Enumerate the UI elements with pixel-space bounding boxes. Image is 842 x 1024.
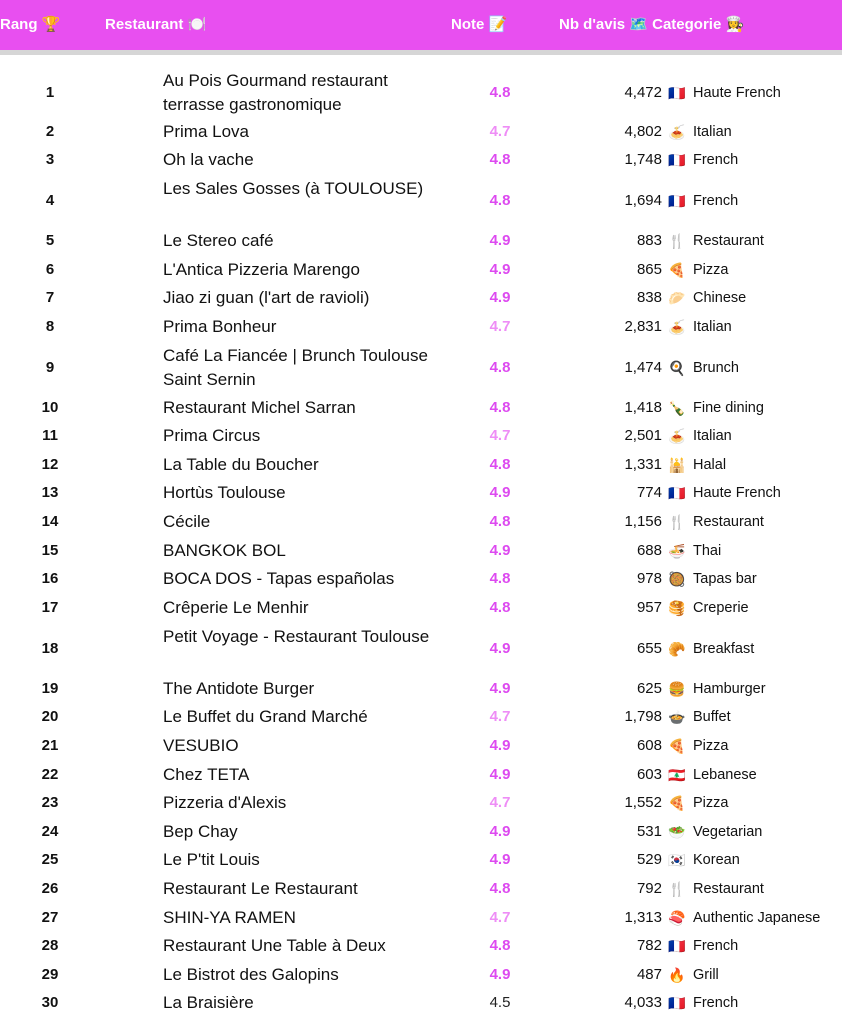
rank-cell: 3 <box>45 151 55 168</box>
restaurant-name[interactable]: Au Pois Gourmand restaurant terrasse gastronomique <box>163 71 388 114</box>
category-label: French <box>693 938 739 954</box>
restaurant-name[interactable]: Crêperie Le Menhir <box>163 598 309 617</box>
reviews-count: 1,748 <box>624 151 662 168</box>
category-label: Thai <box>693 543 722 559</box>
rating-cell: 4.9 <box>489 737 511 754</box>
rating-cell: 4.9 <box>489 851 511 868</box>
rank-cell: 25 <box>41 851 59 868</box>
rating-cell: 4.8 <box>489 359 511 376</box>
reviews-count: 838 <box>636 289 662 306</box>
rating-cell: 4.7 <box>489 427 511 444</box>
category-label: Chinese <box>693 290 747 306</box>
reviews-count: 1,156 <box>624 513 662 530</box>
category-label: Restaurant <box>693 514 764 530</box>
restaurant-name[interactable]: BANGKOK BOL <box>163 541 286 560</box>
rank-cell: 30 <box>41 994 59 1011</box>
reviews-count: 957 <box>636 599 662 616</box>
category-label: Fine dining <box>693 400 764 416</box>
reviews-count: 1,418 <box>624 399 662 416</box>
restaurant-name[interactable]: Le P'tit Louis <box>163 850 260 869</box>
category-label: Breakfast <box>693 641 755 657</box>
rank-cell: 14 <box>41 513 59 530</box>
rating-cell: 4.8 <box>489 456 511 473</box>
rating-cell: 4.7 <box>489 909 511 926</box>
rating-cell: 4.7 <box>489 794 511 811</box>
category-icon: 🍾 <box>668 400 686 416</box>
category-label: Pizza <box>693 795 729 811</box>
category-label: Brunch <box>693 360 739 376</box>
category-icon: 🇫🇷 <box>668 995 686 1011</box>
category-icon: 🥟 <box>668 290 686 306</box>
rank-cell: 11 <box>42 427 58 444</box>
rating-cell: 4.9 <box>489 966 511 983</box>
rank-cell: 23 <box>41 794 59 811</box>
reviews-count: 792 <box>636 880 662 897</box>
restaurant-name[interactable]: Les Sales Gosses (à TOULOUSE) <box>163 179 424 198</box>
category-icon: 🔥 <box>668 967 686 983</box>
rating-cell: 4.7 <box>489 708 511 725</box>
rating-cell: 4.8 <box>489 151 511 168</box>
category-icon: 🕌 <box>668 457 686 473</box>
category-icon: 🇫🇷 <box>668 485 686 501</box>
reviews-count: 625 <box>636 680 662 697</box>
category-icon: 🇫🇷 <box>668 152 686 168</box>
rank-cell: 24 <box>41 823 59 840</box>
rank-cell: 5 <box>45 232 55 249</box>
restaurant-name[interactable]: Bep Chay <box>163 822 238 841</box>
rating-cell: 4.8 <box>489 513 511 530</box>
reviews-count: 978 <box>636 570 662 587</box>
category-icon: 🥐 <box>668 641 686 657</box>
rating-cell: 4.9 <box>489 484 511 501</box>
category-icon: 🇫🇷 <box>668 938 686 954</box>
rank-cell: 15 <box>41 542 59 559</box>
category-label: French <box>693 193 739 209</box>
reviews-count: 774 <box>636 484 662 501</box>
category-icon: 🍳 <box>668 360 686 376</box>
reviews-count: 1,694 <box>624 192 662 209</box>
restaurant-name[interactable]: Restaurant Le Restaurant <box>163 879 358 898</box>
rating-cell: 4.8 <box>489 570 511 587</box>
rank-cell: 12 <box>41 456 59 473</box>
rank-cell: 9 <box>45 359 55 376</box>
category-icon: 🇫🇷 <box>668 193 686 209</box>
category-label: Halal <box>693 457 727 473</box>
reviews-count: 531 <box>636 823 662 840</box>
reviews-count: 1,552 <box>624 794 662 811</box>
reviews-count: 1,474 <box>624 359 662 376</box>
category-icon: 🥘 <box>668 571 686 587</box>
rank-cell: 8 <box>45 318 55 335</box>
restaurant-name[interactable]: Prima Bonheur <box>163 317 277 336</box>
category-label: Lebanese <box>693 767 757 783</box>
category-label: Authentic Japanese <box>693 910 821 926</box>
rating-cell: 4.8 <box>489 937 511 954</box>
rank-cell: 28 <box>41 937 59 954</box>
restaurant-name[interactable]: Prima Circus <box>163 426 261 445</box>
header-reviews-label: Nb d'avis <box>559 16 626 33</box>
rating-cell: 4.8 <box>489 399 511 416</box>
restaurant-name[interactable]: Prima Lova <box>163 122 249 141</box>
rating-cell: 4.9 <box>489 289 511 306</box>
rank-cell: 21 <box>41 737 59 754</box>
restaurant-name[interactable]: Restaurant Michel Sarran <box>163 398 356 417</box>
rating-cell: 4.5 <box>489 994 511 1011</box>
rating-cell: 4.9 <box>489 542 511 559</box>
restaurant-name[interactable]: VESUBIO <box>163 736 239 755</box>
rating-cell: 4.8 <box>489 84 511 101</box>
rating-cell: 4.7 <box>489 123 511 140</box>
memo-icon: 📝 <box>488 16 508 33</box>
category-icon: 🇫🇷 <box>668 85 686 101</box>
restaurant-name[interactable]: Café La Fiancée | Brunch Toulouse Saint Sernin <box>163 346 428 389</box>
reviews-count: 608 <box>636 737 662 754</box>
category-label: Haute French <box>693 485 781 501</box>
restaurant-name[interactable]: Le Buffet du Grand Marché <box>163 707 368 726</box>
restaurant-name[interactable]: Chez TETA <box>163 765 250 784</box>
map-icon: 🗺️ <box>629 16 648 33</box>
rank-cell: 26 <box>41 880 59 897</box>
restaurant-name[interactable]: Petit Voyage - Restaurant Toulouse <box>163 627 430 646</box>
rank-cell: 29 <box>41 966 59 983</box>
reviews-count: 688 <box>636 542 662 559</box>
restaurant-name[interactable]: Oh la vache <box>163 150 254 169</box>
header-restaurant-label: Restaurant <box>105 16 184 33</box>
reviews-count: 865 <box>636 261 662 278</box>
category-label: Restaurant <box>693 233 764 249</box>
category-icon: 🍴 <box>668 881 686 897</box>
restaurant-name[interactable]: Cécile <box>163 512 211 531</box>
restaurant-name[interactable]: La Table du Boucher <box>163 455 319 474</box>
rank-cell: 27 <box>41 909 59 926</box>
category-icon: 🍕 <box>668 262 686 278</box>
reviews-count: 1,313 <box>624 909 662 926</box>
rank-cell: 6 <box>45 261 55 278</box>
rating-cell: 4.8 <box>489 192 511 209</box>
rating-cell: 4.9 <box>489 232 511 249</box>
rating-cell: 4.9 <box>489 766 511 783</box>
rating-cell: 4.7 <box>489 318 511 335</box>
restaurant-name[interactable]: Jiao zi guan (l'art de ravioli) <box>163 288 370 307</box>
plate-icon: 🍽️ <box>187 16 207 33</box>
category-icon: 🍕 <box>668 738 686 754</box>
category-icon: 🍴 <box>668 233 686 249</box>
category-icon: 🍣 <box>668 910 686 926</box>
header-category-label: Categorie <box>652 16 722 33</box>
category-icon: 🍝 <box>668 124 686 140</box>
rank-cell: 22 <box>41 766 59 783</box>
category-icon: 🇰🇷 <box>668 852 686 868</box>
rank-cell: 18 <box>41 640 59 657</box>
category-label: Pizza <box>693 738 729 754</box>
reviews-count: 4,472 <box>624 84 662 101</box>
reviews-count: 2,831 <box>624 318 662 335</box>
category-label: Korean <box>693 852 740 868</box>
rank-cell: 4 <box>45 192 55 209</box>
category-label: French <box>693 995 739 1011</box>
restaurant-name[interactable]: La Braisière <box>163 993 254 1012</box>
restaurant-name[interactable]: BOCA DOS - Tapas españolas <box>163 569 395 588</box>
rank-cell: 1 <box>45 84 55 101</box>
category-label: Tapas bar <box>693 571 757 587</box>
category-icon: 🍔 <box>668 681 686 697</box>
rating-cell: 4.8 <box>489 599 511 616</box>
rating-cell: 4.9 <box>489 823 511 840</box>
category-icon: 🥞 <box>668 600 686 616</box>
category-icon: 🍴 <box>668 514 686 530</box>
rank-cell: 19 <box>41 680 59 697</box>
header-note-label: Note <box>451 16 485 33</box>
category-label: Pizza <box>693 262 729 278</box>
restaurant-name[interactable]: L'Antica Pizzeria Marengo <box>163 260 360 279</box>
reviews-count: 4,033 <box>624 994 662 1011</box>
category-icon: 🥗 <box>668 824 686 840</box>
rating-cell: 4.8 <box>489 880 511 897</box>
trophy-icon: 🏆 <box>41 16 61 33</box>
category-label: Creperie <box>693 600 749 616</box>
category-label: Italian <box>693 124 732 140</box>
category-label: Italian <box>693 428 732 444</box>
category-label: Grill <box>693 967 719 983</box>
category-label: Italian <box>693 319 732 335</box>
reviews-count: 487 <box>636 966 662 983</box>
rating-cell: 4.9 <box>489 261 511 278</box>
rating-cell: 4.9 <box>489 640 511 657</box>
rank-cell: 17 <box>41 599 59 616</box>
category-icon: 🍕 <box>668 795 686 811</box>
reviews-count: 1,798 <box>624 708 662 725</box>
restaurant-name[interactable]: Pizzeria d'Alexis <box>163 793 287 812</box>
rank-cell: 7 <box>45 289 55 306</box>
category-label: Haute French <box>693 85 781 101</box>
category-icon: 🍲 <box>668 709 686 725</box>
category-label: Restaurant <box>693 881 764 897</box>
restaurant-name[interactable]: Restaurant Une Table à Deux <box>163 936 386 955</box>
category-icon: 🍝 <box>668 319 686 335</box>
rank-cell: 2 <box>45 123 55 140</box>
restaurant-name[interactable]: SHIN-YA RAMEN <box>163 908 296 927</box>
reviews-count: 2,501 <box>624 427 662 444</box>
category-icon: 🇱🇧 <box>668 767 686 783</box>
category-label: Vegetarian <box>693 824 763 840</box>
restaurant-name[interactable]: Le Stereo café <box>163 231 274 250</box>
header-rank-label: Rang <box>0 16 38 33</box>
rank-cell: 20 <box>41 708 59 725</box>
category-label: Hamburger <box>693 681 766 697</box>
restaurant-name[interactable]: Le Bistrot des Galopins <box>163 965 339 984</box>
category-label: Buffet <box>693 709 731 725</box>
category-icon: 🍝 <box>668 428 686 444</box>
rank-cell: 16 <box>41 570 59 587</box>
rating-cell: 4.9 <box>489 680 511 697</box>
restaurant-name[interactable]: Hortùs Toulouse <box>163 483 286 502</box>
reviews-count: 655 <box>636 640 662 657</box>
cook-icon: 👩‍🍳 <box>725 16 745 33</box>
reviews-count: 782 <box>636 937 662 954</box>
reviews-count: 603 <box>636 766 662 783</box>
category-icon: 🍜 <box>668 543 686 559</box>
rank-cell: 10 <box>41 399 59 416</box>
reviews-count: 4,802 <box>624 123 662 140</box>
reviews-count: 529 <box>636 851 662 868</box>
category-label: French <box>693 152 739 168</box>
restaurant-name[interactable]: The Antidote Burger <box>163 679 315 698</box>
rank-cell: 13 <box>41 484 59 501</box>
reviews-count: 883 <box>636 232 662 249</box>
reviews-count: 1,331 <box>624 456 662 473</box>
